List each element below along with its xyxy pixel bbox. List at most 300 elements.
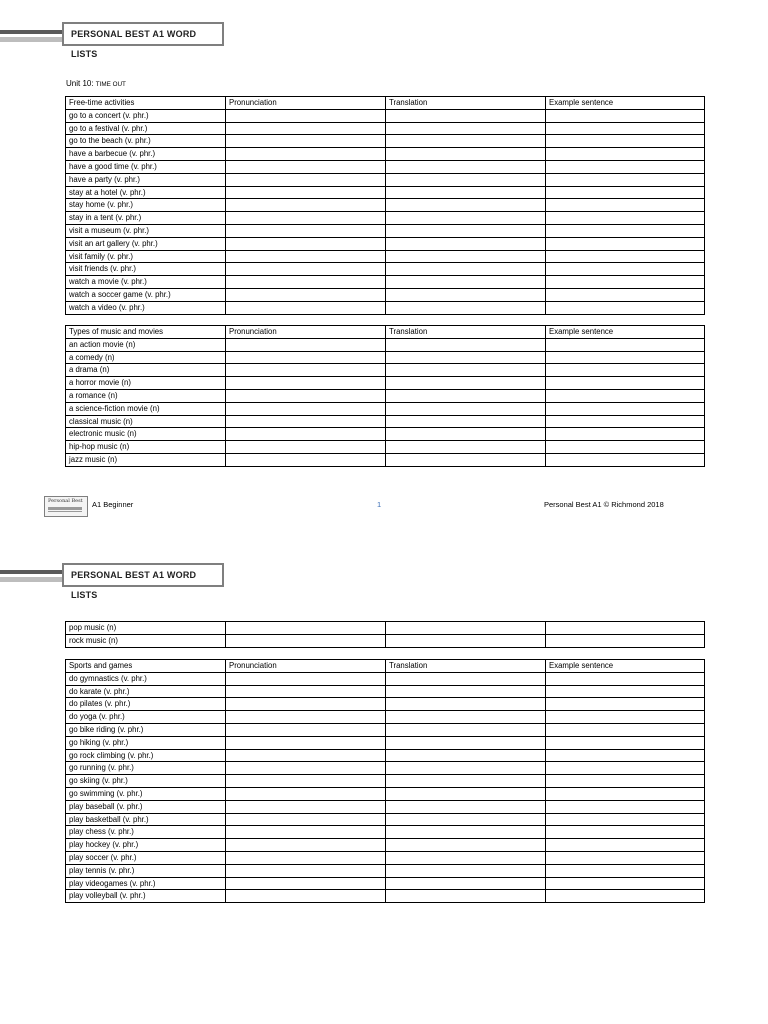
word-type: (v. phr.) — [110, 840, 139, 850]
blank-cell[interactable] — [226, 622, 386, 635]
blank-cell[interactable] — [226, 135, 386, 148]
table-row — [66, 389, 705, 402]
word-cell — [66, 877, 226, 890]
blank-cell[interactable] — [386, 377, 546, 390]
word-cell — [66, 813, 226, 826]
table-row — [66, 864, 705, 877]
word-type: (v. phr.) — [102, 699, 131, 709]
blank-cell[interactable] — [546, 851, 705, 864]
blank-cell[interactable] — [226, 160, 386, 173]
word-entry: pop music — [69, 623, 105, 632]
blank-cell[interactable] — [226, 800, 386, 813]
blank-cell[interactable] — [226, 685, 386, 698]
word-type: (v. phr.) — [115, 724, 144, 734]
personal-best-logo — [44, 496, 88, 517]
word-type: (v. phr.) — [114, 788, 143, 798]
word-type: (v. phr.) — [127, 878, 156, 888]
blank-cell[interactable] — [226, 762, 386, 775]
word-entry: go skiing — [69, 776, 100, 786]
table-row — [66, 122, 705, 135]
word-cell — [66, 237, 226, 250]
blank-cell[interactable] — [226, 736, 386, 749]
table-row — [66, 148, 705, 161]
word-type: (v. phr.) — [119, 123, 148, 133]
blank-cell[interactable] — [386, 199, 546, 212]
word-cell — [66, 890, 226, 903]
blank-cell[interactable] — [386, 775, 546, 788]
blank-cell[interactable] — [386, 851, 546, 864]
word-type: (v. phr.) — [101, 686, 130, 696]
unit-title-name: TIME OUT — [95, 81, 126, 88]
blank-cell[interactable] — [386, 263, 546, 276]
blank-cell[interactable] — [546, 288, 705, 301]
word-cell — [66, 186, 226, 199]
blank-cell[interactable] — [546, 749, 705, 762]
word-cell — [66, 453, 226, 466]
blank-cell[interactable] — [386, 685, 546, 698]
blank-cell[interactable] — [386, 622, 546, 635]
table-row — [66, 263, 705, 276]
table-row — [66, 775, 705, 788]
table-row — [66, 441, 705, 454]
word-type: (v. phr.) — [100, 737, 129, 747]
blank-cell[interactable] — [546, 736, 705, 749]
blank-cell[interactable] — [546, 377, 705, 390]
table-row — [66, 428, 705, 441]
word-type: (v. phr.) — [114, 801, 143, 811]
table-header-row — [66, 97, 705, 110]
word-cell — [66, 263, 226, 276]
blank-cell[interactable] — [546, 890, 705, 903]
footer-level: A1 Beginner — [92, 500, 134, 509]
blank-cell[interactable] — [226, 851, 386, 864]
word-cell — [66, 775, 226, 788]
blank-cell[interactable] — [546, 787, 705, 800]
word-cell — [66, 851, 226, 864]
blank-cell[interactable] — [226, 237, 386, 250]
blank-cell[interactable] — [386, 428, 546, 441]
word-entry: go hiking — [69, 737, 101, 747]
table-row — [66, 351, 705, 364]
blank-cell[interactable] — [386, 402, 546, 415]
blank-cell[interactable] — [226, 288, 386, 301]
blank-cell[interactable] — [546, 813, 705, 826]
word-entry: a science-fiction movie — [69, 403, 148, 413]
blank-cell[interactable] — [386, 224, 546, 237]
blank-cell[interactable] — [546, 122, 705, 135]
blank-cell[interactable] — [386, 148, 546, 161]
blank-cell[interactable] — [226, 173, 386, 186]
word-entry: do gymnastics — [69, 673, 119, 683]
blank-cell[interactable] — [546, 338, 705, 351]
word-cell — [66, 685, 226, 698]
word-type: (v. phr.) — [105, 763, 134, 773]
blank-cell[interactable] — [386, 212, 546, 225]
word-entry: watch a soccer game — [69, 289, 143, 299]
blank-cell[interactable] — [386, 787, 546, 800]
header-bar-dark — [0, 570, 62, 574]
word-entry: watch a video — [69, 302, 117, 312]
table-row — [66, 402, 705, 415]
blank-cell[interactable] — [386, 749, 546, 762]
blank-cell[interactable] — [386, 441, 546, 454]
blank-cell[interactable] — [386, 301, 546, 314]
blank-cell[interactable] — [546, 301, 705, 314]
blank-cell[interactable] — [546, 402, 705, 415]
blank-cell[interactable] — [386, 415, 546, 428]
word-entry: a drama — [69, 365, 98, 375]
blank-cell[interactable] — [546, 453, 705, 466]
free-time-table — [65, 96, 705, 315]
blank-cell[interactable] — [546, 826, 705, 839]
column-heading: Example sentence — [546, 326, 705, 339]
blank-cell[interactable] — [386, 109, 546, 122]
blank-cell[interactable] — [546, 109, 705, 122]
table-row — [66, 160, 705, 173]
blank-cell[interactable] — [386, 762, 546, 775]
word-cell — [66, 148, 226, 161]
blank-cell[interactable] — [546, 263, 705, 276]
blank-cell[interactable] — [546, 698, 705, 711]
blank-cell[interactable] — [226, 864, 386, 877]
blank-cell[interactable] — [546, 622, 705, 635]
table-row — [66, 338, 705, 351]
blank-cell[interactable] — [546, 364, 705, 377]
word-cell — [66, 377, 226, 390]
blank-cell[interactable] — [386, 237, 546, 250]
table-row — [66, 288, 705, 301]
blank-cell[interactable] — [386, 338, 546, 351]
blank-cell[interactable] — [226, 787, 386, 800]
column-heading-word: Types of music and movies — [66, 326, 226, 339]
word-entry: a horror movie — [69, 378, 120, 388]
table-row — [66, 301, 705, 314]
table-row — [66, 364, 705, 377]
table-header-row — [66, 326, 705, 339]
word-entry: stay home — [69, 200, 105, 210]
table-row — [66, 224, 705, 237]
word-cell — [66, 212, 226, 225]
blank-cell[interactable] — [226, 826, 386, 839]
blank-cell[interactable] — [226, 813, 386, 826]
blank-cell[interactable] — [226, 389, 386, 402]
blank-cell[interactable] — [226, 672, 386, 685]
word-cell — [66, 428, 226, 441]
blank-cell[interactable] — [386, 351, 546, 364]
word-entry: go bike riding — [69, 724, 116, 734]
word-cell — [66, 199, 226, 212]
blank-cell[interactable] — [226, 377, 386, 390]
table-row — [66, 135, 705, 148]
header-bar-dark — [0, 30, 62, 34]
word-type: (v. phr.) — [142, 289, 171, 299]
blank-cell[interactable] — [546, 135, 705, 148]
word-entry: do karate — [69, 686, 102, 696]
blank-cell[interactable] — [226, 698, 386, 711]
blank-cell[interactable] — [386, 160, 546, 173]
blank-cell[interactable] — [546, 389, 705, 402]
word-cell — [66, 622, 226, 635]
column-heading: Example sentence — [546, 97, 705, 110]
blank-cell[interactable] — [226, 634, 386, 647]
blank-cell[interactable] — [386, 634, 546, 647]
word-entry: go rock climbing — [69, 750, 126, 760]
word-type: (v. phr.) — [104, 200, 134, 210]
word-cell — [66, 711, 226, 724]
table-row — [66, 415, 705, 428]
word-entry: play tennis — [69, 865, 107, 875]
table-row — [66, 377, 705, 390]
page-footer — [0, 494, 768, 524]
table-row — [66, 186, 705, 199]
word-entry: an action movie — [69, 339, 124, 349]
blank-cell[interactable] — [546, 212, 705, 225]
blank-cell[interactable] — [386, 826, 546, 839]
blank-cell[interactable] — [546, 250, 705, 263]
blank-cell[interactable] — [226, 839, 386, 852]
blank-cell[interactable] — [226, 212, 386, 225]
word-entry: play hockey — [69, 840, 111, 850]
column-heading: Translation — [386, 660, 546, 673]
word-cell — [66, 672, 226, 685]
table-row — [66, 813, 705, 826]
table-row — [66, 685, 705, 698]
blank-cell[interactable] — [546, 711, 705, 724]
word-cell — [66, 364, 226, 377]
blank-cell[interactable] — [546, 685, 705, 698]
blank-cell[interactable] — [546, 276, 705, 289]
blank-cell[interactable] — [386, 186, 546, 199]
table-row — [66, 787, 705, 800]
blank-cell[interactable] — [546, 428, 705, 441]
column-heading: Example sentence — [546, 660, 705, 673]
word-entry: do yoga — [69, 712, 97, 722]
word-cell — [66, 736, 226, 749]
blank-cell[interactable] — [226, 263, 386, 276]
blank-cell[interactable] — [546, 199, 705, 212]
word-entry: classical music — [69, 416, 121, 426]
header-bar-light — [0, 577, 62, 582]
blank-cell[interactable] — [546, 351, 705, 364]
word-entry: visit friends — [69, 264, 108, 274]
blank-cell[interactable] — [546, 864, 705, 877]
word-cell — [66, 800, 226, 813]
blank-cell[interactable] — [226, 749, 386, 762]
blank-cell[interactable] — [546, 800, 705, 813]
blank-cell[interactable] — [546, 441, 705, 454]
word-entry: have a barbecue — [69, 149, 128, 159]
word-cell — [66, 826, 226, 839]
blank-cell[interactable] — [386, 736, 546, 749]
word-type: (n) — [106, 635, 118, 645]
blank-cell[interactable] — [386, 135, 546, 148]
blank-cell[interactable] — [226, 122, 386, 135]
blank-cell[interactable] — [226, 775, 386, 788]
blank-cell[interactable] — [386, 877, 546, 890]
blank-cell[interactable] — [386, 453, 546, 466]
table-row — [66, 749, 705, 762]
blank-cell[interactable] — [226, 890, 386, 903]
word-type: (v. phr.) — [125, 750, 154, 760]
word-entry: go to a festival — [69, 123, 120, 133]
blank-cell[interactable] — [386, 122, 546, 135]
word-type: (n) — [105, 454, 118, 464]
word-type: (v. phr.) — [108, 852, 137, 862]
blank-cell[interactable] — [226, 199, 386, 212]
word-type: (v. phr.) — [128, 161, 157, 171]
table-row — [66, 698, 705, 711]
blank-cell[interactable] — [546, 672, 705, 685]
word-type: (v. phr.) — [118, 277, 147, 287]
blank-cell[interactable] — [546, 224, 705, 237]
blank-cell[interactable] — [386, 250, 546, 263]
blank-cell[interactable] — [546, 160, 705, 173]
blank-cell[interactable] — [386, 711, 546, 724]
blank-cell[interactable] — [226, 723, 386, 736]
blank-cell[interactable] — [546, 723, 705, 736]
word-entry: stay at a hotel — [69, 187, 118, 197]
blank-cell[interactable] — [226, 402, 386, 415]
blank-cell[interactable] — [386, 698, 546, 711]
blank-cell[interactable] — [546, 762, 705, 775]
blank-cell[interactable] — [546, 237, 705, 250]
blank-cell[interactable] — [226, 338, 386, 351]
blank-cell[interactable] — [386, 288, 546, 301]
word-entry: go swimming — [69, 788, 115, 798]
word-type: (v. phr.) — [129, 238, 158, 248]
blank-cell[interactable] — [226, 441, 386, 454]
blank-cell[interactable] — [226, 186, 386, 199]
blank-cell[interactable] — [546, 148, 705, 161]
word-entry: rock music — [69, 635, 107, 645]
table-row — [66, 800, 705, 813]
blank-cell[interactable] — [386, 890, 546, 903]
page-2 — [0, 530, 768, 1024]
blank-cell[interactable] — [546, 634, 705, 647]
word-entry: go to a concert — [69, 110, 121, 120]
word-cell — [66, 173, 226, 186]
word-entry: a comedy — [69, 352, 103, 362]
blank-cell[interactable] — [226, 109, 386, 122]
blank-cell[interactable] — [226, 148, 386, 161]
blank-cell[interactable] — [386, 672, 546, 685]
word-entry: stay in a tent — [69, 213, 114, 223]
blank-cell[interactable] — [386, 813, 546, 826]
word-cell — [66, 301, 226, 314]
word-cell — [66, 787, 226, 800]
blank-cell[interactable] — [546, 186, 705, 199]
table-row — [66, 890, 705, 903]
word-cell — [66, 839, 226, 852]
table-row — [66, 276, 705, 289]
music-movies-table — [65, 325, 705, 467]
blank-cell[interactable] — [226, 224, 386, 237]
word-type: (v. phr.) — [113, 213, 142, 223]
word-entry: go running — [69, 763, 106, 773]
word-cell — [66, 634, 226, 647]
blank-cell[interactable] — [226, 301, 386, 314]
blank-cell[interactable] — [386, 389, 546, 402]
blank-cell[interactable] — [386, 723, 546, 736]
blank-cell[interactable] — [546, 775, 705, 788]
blank-cell[interactable] — [386, 839, 546, 852]
word-cell — [66, 389, 226, 402]
table-row — [66, 826, 705, 839]
table-row — [66, 109, 705, 122]
word-type: (v. phr.) — [122, 136, 151, 146]
blank-cell[interactable] — [546, 877, 705, 890]
table-row — [66, 839, 705, 852]
column-heading: Translation — [386, 326, 546, 339]
word-cell — [66, 288, 226, 301]
word-cell — [66, 135, 226, 148]
table-row — [66, 250, 705, 263]
blank-cell[interactable] — [226, 711, 386, 724]
word-entry: play videogames — [69, 878, 128, 888]
word-type: (v. phr.) — [96, 712, 125, 722]
footer-copyright: Personal Best A1 © Richmond 2018 — [544, 500, 664, 509]
word-type: (v. phr.) — [121, 225, 150, 235]
footer-page-number: 1 — [377, 500, 382, 509]
word-type: (v. phr.) — [105, 827, 134, 837]
word-type: (v. phr.) — [111, 174, 140, 184]
blank-cell[interactable] — [386, 173, 546, 186]
blank-cell[interactable] — [226, 276, 386, 289]
blank-cell[interactable] — [226, 250, 386, 263]
blank-cell[interactable] — [546, 173, 705, 186]
header-title: PERSONAL BEST A1 WORD LISTS — [62, 563, 224, 587]
table-row — [66, 199, 705, 212]
sports-games-table — [65, 659, 705, 903]
blank-cell[interactable] — [546, 415, 705, 428]
word-type: (n) — [97, 365, 110, 375]
word-entry: a romance — [69, 390, 106, 400]
word-entry: visit an art gallery — [69, 238, 130, 248]
blank-cell[interactable] — [226, 453, 386, 466]
blank-cell[interactable] — [226, 415, 386, 428]
word-cell — [66, 864, 226, 877]
word-entry: jazz music — [69, 454, 106, 464]
blank-cell[interactable] — [226, 351, 386, 364]
word-cell — [66, 749, 226, 762]
blank-cell[interactable] — [226, 877, 386, 890]
column-heading: Pronunciation — [226, 326, 386, 339]
word-type: (v. phr.) — [120, 814, 149, 824]
blank-cell[interactable] — [226, 364, 386, 377]
word-entry: play volleyball — [69, 891, 118, 901]
word-entry: watch a movie — [69, 277, 119, 287]
word-type: (v. phr.) — [117, 891, 146, 901]
blank-cell[interactable] — [386, 276, 546, 289]
word-type: (n) — [123, 339, 136, 349]
word-cell — [66, 441, 226, 454]
table-row — [66, 173, 705, 186]
blank-cell[interactable] — [386, 364, 546, 377]
blank-cell[interactable] — [386, 800, 546, 813]
word-cell — [66, 723, 226, 736]
blank-cell[interactable] — [546, 839, 705, 852]
word-type: (v. phr.) — [106, 865, 135, 875]
word-cell — [66, 250, 226, 263]
header-bar-light — [0, 37, 62, 42]
column-heading-word: Free-time activities — [66, 97, 226, 110]
blank-cell[interactable] — [226, 428, 386, 441]
word-cell — [66, 276, 226, 289]
word-type: (v. phr.) — [127, 149, 156, 159]
word-type: (v. phr.) — [117, 187, 146, 197]
unit-title — [66, 79, 126, 88]
blank-cell[interactable] — [386, 864, 546, 877]
